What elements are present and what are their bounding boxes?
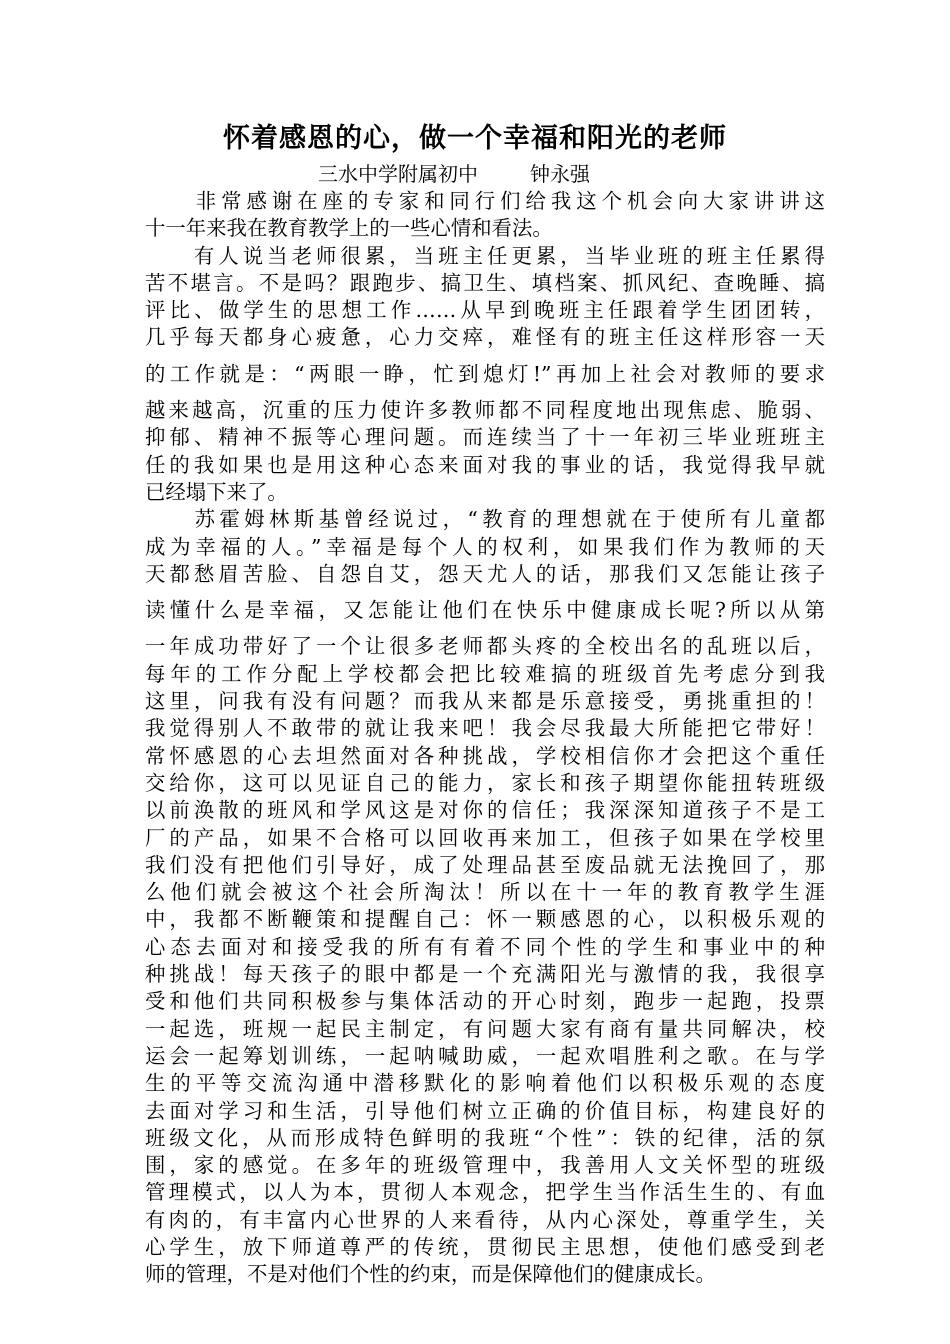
text-line: 任的我如果也是用这种心态来面对我的事业的话，我觉得我早就	[145, 452, 825, 477]
text-line: 的工作就是：“两眼一睁，忙到熄灯!”再加上社会对教师的要求	[145, 361, 825, 386]
text-line: 班级文化，从而形成特色鲜明的我班“个性”：铁的纪律，活的氛	[145, 1125, 825, 1150]
text-line: 几乎每天都身心疲惫，心力交瘁，难怪有的班主任这样形容一天	[145, 325, 825, 350]
text-line: 一起选，班规一起民主制定，有问题大家有商有量共同解决，校	[145, 1016, 825, 1041]
author-name: 钟永强	[530, 162, 590, 186]
text-line: 么他们就会被这个社会所淘汰！所以在十一年的教育教学生涯	[145, 880, 825, 905]
text-line: 有人说当老师很累，当班主任更累，当毕业班的班主任累得	[145, 243, 825, 268]
text-line: 种挑战！每天孩子的眼中都是一个充满阳光与激情的我，我很享	[145, 962, 825, 987]
text-line: 一年成功带好了一个让很多老师都头疼的全校出名的乱班以后，	[145, 634, 825, 659]
text-line: 每年的工作分配上学校都会把比较难搞的班级首先考虑分到我	[145, 661, 825, 686]
text-line: 交给你，这可以见证自己的能力，家长和孩子期望你能扭转班级	[145, 770, 825, 795]
document-title: 怀着感恩的心，做一个幸福和阳光的老师	[223, 123, 727, 154]
text-line: 生的平等交流沟通中潜移默化的影响着他们以积极乐观的态度	[145, 1071, 825, 1096]
text-line: 成为幸福的人。”幸福是每个人的权利，如果我们作为教师的天	[145, 534, 825, 559]
text-line: 越来越高，沉重的压力使许多教师都不同程度地出现焦虑、脆弱、	[145, 398, 825, 423]
text-line: 厂的产品，如果不合格可以回收再来加工，但孩子如果在学校里	[145, 825, 825, 850]
text-line: 受和他们共同积极参与集体活动的开心时刻，跑步一起跑，投票	[145, 989, 825, 1014]
text-line: 评比、做学生的思想工作……从早到晚班主任跟着学生团团转，	[145, 298, 825, 323]
text-line: 心学生，放下师道尊严的传统，贯彻民主思想，使他们感受到老	[145, 1234, 825, 1259]
text-line: 去面对学习和生活，引导他们树立正确的价值目标，构建良好的	[145, 1098, 825, 1123]
text-line: 有肉的，有丰富内心世界的人来看待，从内心深处，尊重学生，关	[145, 1207, 825, 1232]
text-line: 管理模式，以人为本，贯彻人本观念，把学生当作活生生的、有血	[145, 1180, 825, 1205]
text-line: 已经塌下来了。	[145, 479, 288, 504]
text-line: 师的管理，不是对他们个性的约束，而是保障他们的健康成长。	[145, 1262, 716, 1287]
text-line: 读懂什么是幸福，又怎能让他们在快乐中健康成长呢?所以从第	[145, 598, 825, 623]
text-line: 心态去面对和接受我的所有有着不同个性的学生和事业中的种	[145, 934, 825, 959]
byline	[318, 160, 590, 188]
text-line: 中，我都不断鞭策和提醒自己：怀一颗感恩的心，以积极乐观的	[145, 907, 825, 932]
text-line: 常怀感恩的心去坦然面对各种挑战，学校相信你才会把这个重任	[145, 743, 825, 768]
text-line: 苦不堪言。不是吗？跟跑步、搞卫生、填档案、抓风纪、查晚睡、搞	[145, 270, 825, 295]
school-name: 三水中学附属初中	[318, 162, 478, 186]
text-line: 天都愁眉苦脸、自怨自艾，怨天尤人的话，那我们又怎能让孩子	[145, 561, 825, 586]
text-line: 非常感谢在座的专家和同行们给我这个机会向大家讲讲这	[145, 189, 825, 213]
text-line: 抑郁、精神不振等心理问题。而连续当了十一年初三毕业班班主	[145, 425, 825, 450]
text-line: 我们没有把他们引导好，成了处理品甚至废品就无法挽回了，那	[145, 852, 825, 877]
text-line: 我觉得别人不敢带的就让我来吧！我会尽我最大所能把它带好！	[145, 716, 825, 741]
text-line: 苏霍姆林斯基曾经说过，“教育的理想就在于使所有儿童都	[145, 507, 825, 532]
document-body	[145, 188, 825, 1289]
text-line: 围，家的感觉。在多年的班级管理中，我善用人文关怀型的班级	[145, 1153, 825, 1178]
text-line: 运会一起筹划训练，一起呐喊助威，一起欢唱胜利之歌。在与学	[145, 1043, 825, 1068]
text-line: 这里，问我有没有问题？而我从来都是乐意接受，勇挑重担的！	[145, 689, 825, 714]
text-line: 以前涣散的班风和学风这是对你的信任；我深深知道孩子不是工	[145, 798, 825, 823]
text-line: 十一年来我在教育教学上的一些心情和看法。	[145, 216, 553, 241]
